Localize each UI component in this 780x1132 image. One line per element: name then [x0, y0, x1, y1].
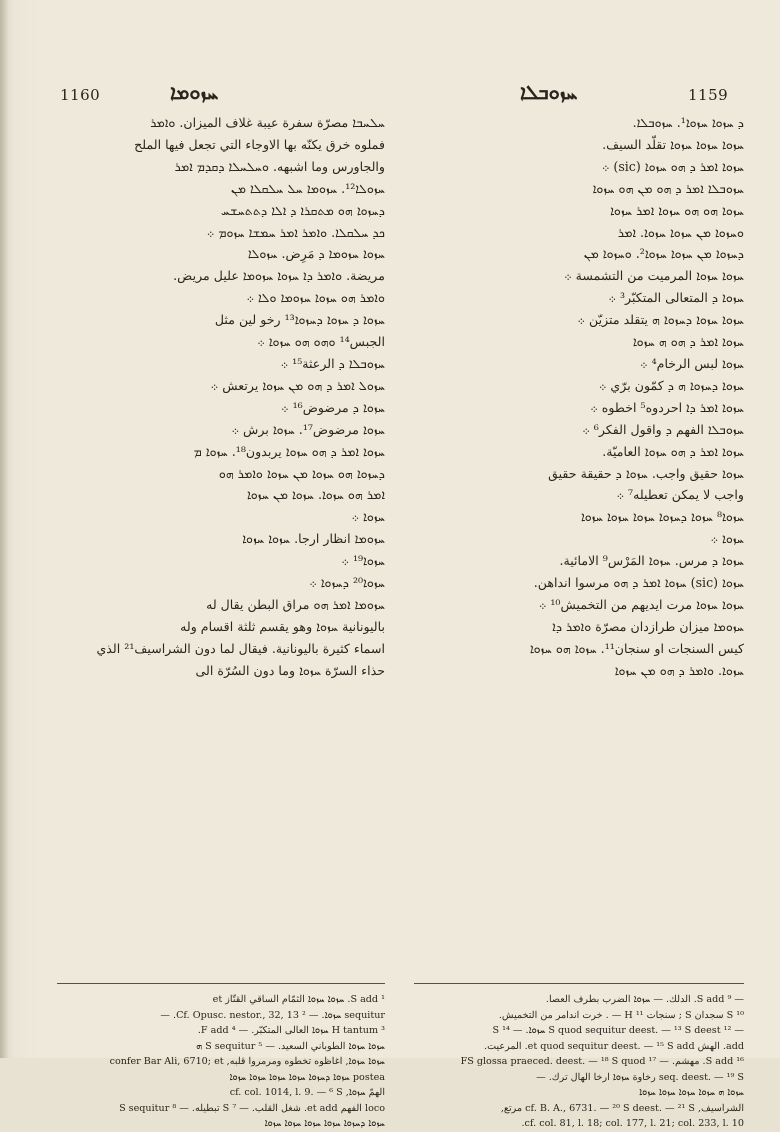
text-line: ܚܙܘܐ. ܘܐܡܪ ܕ ܗܘ ܡܢ ܚܙܘܐ [614, 662, 744, 678]
right-text-column [414, 112, 744, 682]
text-line: ܚܙܘܐ (sic) ܚܙܘܐ ܐܡܪ ܕ ܗܘ مرسوا انداهن. [533, 575, 744, 591]
text-line: ܚܙܘܐ ܚܙܘܐ ܕܚܙܘܐ ܗ يتقلد متزيّن ܀ [577, 312, 744, 328]
text-line: ܚܠܚܒܐ مصرّة سفرة عيبة غلاف الميزان. ܘܐܡܪ [150, 115, 385, 130]
text-line: مريضة. ܘܐܡܪ ܕܐ ܚܙܘܐ ܚܙܘܡܐ عليل مريض. [173, 268, 385, 284]
text-line: ܚܙܘܒܠܐ الفهم ܕ واقول الفكر⁶ ܀ [582, 421, 744, 437]
text-line: ܚܙܘܐ ܐܡܪ ܕ ܗܘ ܚܙܘܐ العاميّة. [602, 443, 744, 459]
footnote-line: ܚܙܘܐ ܚܙܘܐ الطوباني السعيد. — ⁵ S sequitur ܗ [196, 1040, 385, 1052]
page-gutter [0, 0, 8, 1058]
footnote-line: add. الهش et quod sequitur deest. — ¹⁵ S add. المرعيت. [484, 1040, 744, 1052]
text-line: كيس السنجات او سنجان¹¹. ܚܙܘܐ ܗܘ ܚܙܘܐ [529, 640, 744, 656]
left-footnote-separator [57, 983, 385, 984]
left-running-headword: ܚܙܘܡܐ [170, 80, 219, 104]
text-line: واجب لا يمكن تعطيله⁷ ܀ [616, 487, 744, 503]
footnote-line: cf. col. 81, l. 18; col. 177, l. 21; col. 233, l. 10. [521, 1118, 744, 1129]
text-line: ܚܙܘܐ ܕ مرس. ܚܙܘܐ المَرْس⁹ الامائية. [559, 553, 744, 569]
text-line: ܚܙܘܐ ܕܚܙܘܐ ܗ ܕ كمّون برّي ܀ [598, 377, 744, 393]
left-page-number: 1160 [60, 86, 101, 104]
text-line: ܚܙܘܐ ܚܙܘܡܐ ܕ مَرِض. ܚܙܘܠܐ [247, 246, 385, 262]
text-line: ܚܙܘܐ ܀ [351, 509, 385, 525]
footnote-line: ¹⁶ S add. مهشم. — ¹⁷ FS glossa praeced. deest. — ¹⁸ S quod [460, 1056, 744, 1067]
text-line: ܚܙܘܡܐ ܐܡܪ ܗܘ مراق البطن يقال له [206, 596, 385, 612]
footnote-line: ܚܙܘܐ ܕܚܙܘܐ ܚܙܘܐ ܚܙܘܐ ܚܙܘܐ ܚܙܘܐ [264, 1118, 385, 1129]
text-line: حذاء السرّة ܚܙܘܐ وما دون السُرّة الى [195, 662, 385, 678]
text-line: ܚܙܘܐ ܐܡܪ ܕ ܗܘ ܚܙܘܐ يربدون¹⁸. ܚܙܘܐ ܡ [193, 443, 385, 459]
text-line: ܚܙܘܐ ܕ المتعالى المتكبّر³ ܀ [608, 290, 744, 306]
footnote-line: — ¹² S quod sequitur deest. — ¹³ S deest ܚܙܘܐ. — ¹⁴ S [492, 1025, 744, 1036]
text-line: ܚܙܘܡܐ ميزان طرازدان مصرّة ܘܐܡܪ ܕܐ [552, 618, 744, 634]
text-line: ܚܙܘܐ ܐܡܪ ܕ ܗܘ ܗ ܚܙܘܐ [632, 334, 744, 350]
text-line: باليونانية ܚܙܘܐ وهو يقسم ثلثة اقسام وله [180, 618, 385, 634]
text-line: ܘܐܡܪ ܗܘ ܚܙܘܐ ܚܙܘܡܐ ܘܠܐ ܀ [246, 290, 385, 306]
footnote-line: الشراسيف, cf. B. A., 6731. — ²⁰ S deest. — ²¹ S مرتع, [500, 1102, 744, 1114]
text-line: ܚܙܘܐ ܚܙܘܐ مرت ايديهم من التخميش¹⁰ ܀ [538, 596, 744, 612]
text-line: ܚܙܘܐ ܐܡܪ ܕܐ احردوه⁵ اخطوه ܀ [590, 399, 744, 415]
footnote-line: ³ H tantum ܚܙܘܐ العالى المتكبّر. — ⁴ F add. [197, 1025, 385, 1036]
text-line: ܐܡܪ ܗܘ ܚܙܘܐ. ܚܙܘܐ ܡܢ ܚܙܘܐ [246, 487, 385, 503]
text-line: اسماء كثيرة باليونانية. فيقال لما دون الشراسيف²¹ الذي [96, 640, 385, 656]
footnote-line: — ⁹ S add. الدلك. — ܚܙܘܐ الضرب بطرف العصا. [545, 994, 744, 1005]
footnote-line: postea ܚܙܘܐ ܕܚܙܘܐ ܚܙܘܐ ܚܙܘܐ ܚܙܘܐ ܚܙܘܐ [229, 1071, 385, 1083]
text-line: ܚܙܘܐ ܕ ܚܙܘܐ ܕܚܙܘܐ¹³ رخو لين مثل [214, 312, 385, 328]
text-line: ܚܙܘܐ¹⁹ ܀ [341, 553, 385, 569]
text-line: ܚܙܘܐ ܀ [710, 531, 744, 547]
text-line: الجبس¹⁴ ܘܗܘ ܗܘ ܚܙܘܐ ܀ [257, 334, 385, 350]
text-line: ܚܙܘܐ²⁰ ܕܚܙܘܐ ܀ [309, 575, 385, 591]
footnote-line: seq. deest. — ¹⁹ S رخاوة ܚܙܘܐ ارخا الهال ترك. — [536, 1071, 744, 1083]
footnote-line: ܚܙܘܐ ܗ ܚܙܘܐ ܚܙܘܐ ܚܙܘܐ ܚܙܘܐ [639, 1087, 744, 1098]
text-line: ܚܙܘܐ حقيق واجب. ܚܙܘܐ ܕ حقيقة حقيق [548, 465, 744, 481]
footnote-line: sequitur ܚܙܘܐ. — ² Cf. Opusc. nestor., 32, 13. — [160, 1009, 385, 1021]
text-line: ܕܚܙܘܐ ܡܢ ܚܙܘܐ ܚܙܘܐ². ܘܚܙܘܐ ܡܢ [583, 246, 744, 262]
footnote-line: ܚܙܘܐ ܚܙܘܐ, اغاظوه تخطوه ومرمروا قلبه, confer Bar Ali, 6710; et [109, 1056, 385, 1067]
left-footnotes [57, 992, 385, 1132]
text-line: ܚܙܘܐ ܐܡܪ ܕ ܗܘ ܚܙܘܐ (sic) ܀ [601, 158, 744, 174]
footnote-line: ¹⁰ S سجدان S ; سنجات ¹¹ H — . خرت اندامر من التخميش. [498, 1009, 744, 1021]
text-line: ܚܙܘܐ مرضوض¹⁷. ܚܙܘܐ برش ܀ [231, 421, 385, 437]
right-page-number: 1159 [688, 86, 729, 104]
left-text-column [57, 112, 385, 682]
text-line: ܕܚܙܘܐ ܗܘ ܡܬܩܪܐ ܕ ܐܠܐ ܕܬܬܚܫܚ [220, 202, 385, 218]
text-line: فملوه خرق يكنّه بها الاوجاء التي تجعل فيها الملح [134, 136, 385, 152]
text-line: ܚܙܘܠܐ¹². ܚܙܘܡܐ ܚܠ ܚܠܩܠܐ ܡܢ [230, 180, 385, 196]
text-line: ܚܙܘܐ ܚܙܘܐ المرميت من التشمسة ܀ [564, 268, 744, 284]
footnote-line: الهمّ ܚܙܘܐ, cf. col. 1014, l. 9. — ⁶ S [229, 1087, 385, 1098]
right-footnote-separator [414, 983, 744, 984]
text-line: ܚܙܘܠ ܐܡܪ ܕ ܗܘ ܡܢ ܚܙܘܐ يرتعش ܀ [210, 377, 385, 393]
text-line: والجاورس وما اشبهه. ܘܚܠܚܠܐ ܕܩܕܡ ܐܡܪ [174, 158, 385, 174]
right-running-headword: ܚܙܘܒܠܐ [520, 80, 578, 104]
text-line: ܚܙܘܒܠܐ ܐܡܪ ܕ ܗܘ ܡܢ ܗܘ ܚܙܘܐ [592, 180, 744, 196]
footnote-line: ¹ S add. ܚܙܘܐ ܚܙܘܐ الثمّام الساقي القتّاز et [212, 994, 385, 1005]
text-line: ܕܚܙܘܐ ܗܘ ܚܙܘܐ ܡܢ ܚܙܘܐ ܘܐܡܪ ܗܘ [218, 465, 385, 481]
footnote-line: loco الفهم et add. شغل القلب. — ⁷ S تبطيله. — ⁸ S sequitur [119, 1102, 385, 1114]
text-line: ܚܙܘܐ ܚܙܘܐ ܚܙܘܐ تقلّد السيف. [602, 136, 744, 152]
text-line: ܕ ܚܙܘܐ ܚܙܘܐ¹. ܚܙܘܒܠܐ. [632, 115, 744, 130]
right-footnotes [414, 992, 744, 1132]
text-line: ܚܙܘܐ ܕ مرضوض¹⁶ ܀ [281, 399, 385, 415]
text-line: ܟܕ ܚܠܩܠܐ. ܘܐܡܪ ܐܡܪ ܚܡܫܐ ܚܙܘܡ ܀ [206, 224, 385, 240]
text-line: ܚܙܘܐ ܗܘ ܗܘ ܚܙܘܐ ܐܡܪ ܚܙܘܐ [610, 202, 744, 218]
text-line: ܚܙܘܡܐ انظار ارجا. ܚܙܘܐ ܚܙܘܐ [242, 531, 385, 547]
text-line: ܚܙܘܐ لبس الرخام⁴ ܀ [640, 355, 744, 371]
text-line: ܚܙܘܒܠܐ ܕ الرعثة¹⁵ ܀ [280, 355, 385, 371]
text-line: ܚܙܘܐ⁸ ܚܙܘܐ ܕܚܙܘܐ ܚܙܘܐ ܚܙܘܐ ܚܙܘܐ [580, 509, 744, 525]
text-line: ܘܚܙܘܐ ܡܢ ܚܙܘܐ ܚܙܘܐ. ܐܡܪ [617, 224, 744, 240]
